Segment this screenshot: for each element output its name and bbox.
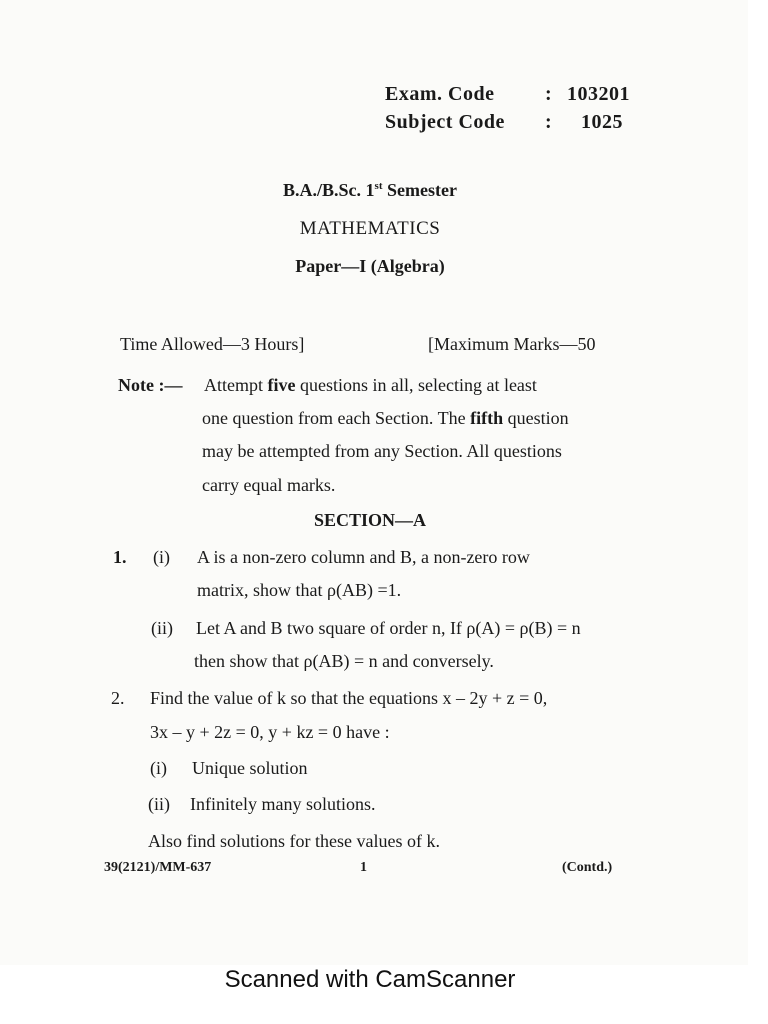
section-title: SECTION—A [313,510,427,530]
page-number: 1 [360,860,367,875]
note-line-2 [202,408,569,429]
colon: : [545,111,553,133]
q1-i-line2: matrix, show that ρ(AB) =1. [197,580,402,600]
q2-number: 2. [111,688,125,708]
note-bold: fifth [470,408,504,428]
q1-ii-line2: then show that ρ(AB) = n and conversely. [194,651,494,671]
program: B.A./B.Sc. 1 [283,180,375,200]
q2-i-text: Unique solution [192,758,308,778]
footer-code: 39(2121)/MM-637 [104,860,212,875]
subject-code-label: Subject Code [385,111,505,133]
q1-number: 1. [113,547,127,567]
q2-last-line: Also find solutions for these values of k. [148,831,440,851]
note-line-4: carry equal marks. [202,475,336,495]
course-title [0,180,740,201]
q2-ii-label: (ii) [148,794,170,814]
q1-i-label: (i) [153,547,170,567]
time-allowed: Time Allowed—3 Hours] [120,334,305,354]
note-text: Attempt [204,375,268,395]
note-text: question [503,408,569,428]
q1-ii-line1: Let A and B two square of order n, If ρ(A) = ρ(B) = n [196,618,581,638]
note-label: Note :— [118,375,183,395]
exam-code-value: 103201 [567,83,630,105]
q2-ii-text: Infinitely many solutions. [190,794,376,814]
maximum-marks: [Maximum Marks—50 [428,334,596,354]
q2-line1: Find the value of k so that the equations x – 2y + z = 0, [150,688,548,708]
ordinal-sup: st [374,180,383,192]
exam-codes [385,80,630,136]
subject-title: MATHEMATICS [299,218,441,239]
scanner-watermark: Scanned with CamScanner [224,966,516,993]
q2-i-label: (i) [150,758,167,778]
q1-ii-label: (ii) [151,618,173,638]
note-bold: five [267,375,296,395]
subject-code-value: 1025 [581,111,623,133]
paper-title: Paper—I (Algebra) [295,256,445,276]
q1-i-line1: A is a non-zero column and B, a non-zero row [197,547,530,567]
contd-label: (Contd.) [562,860,613,875]
q2-line2: 3x – y + 2z = 0, y + kz = 0 have : [150,722,390,742]
note-text: questions in all, selecting at least [295,375,537,395]
colon: : [545,83,553,105]
note-line-1 [204,375,537,396]
semester: Semester [387,180,457,200]
note-line-3: may be attempted from any Section. All questions [202,441,562,461]
note-text: one question from each Section. The [202,408,471,428]
exam-code-label: Exam. Code [385,83,495,105]
